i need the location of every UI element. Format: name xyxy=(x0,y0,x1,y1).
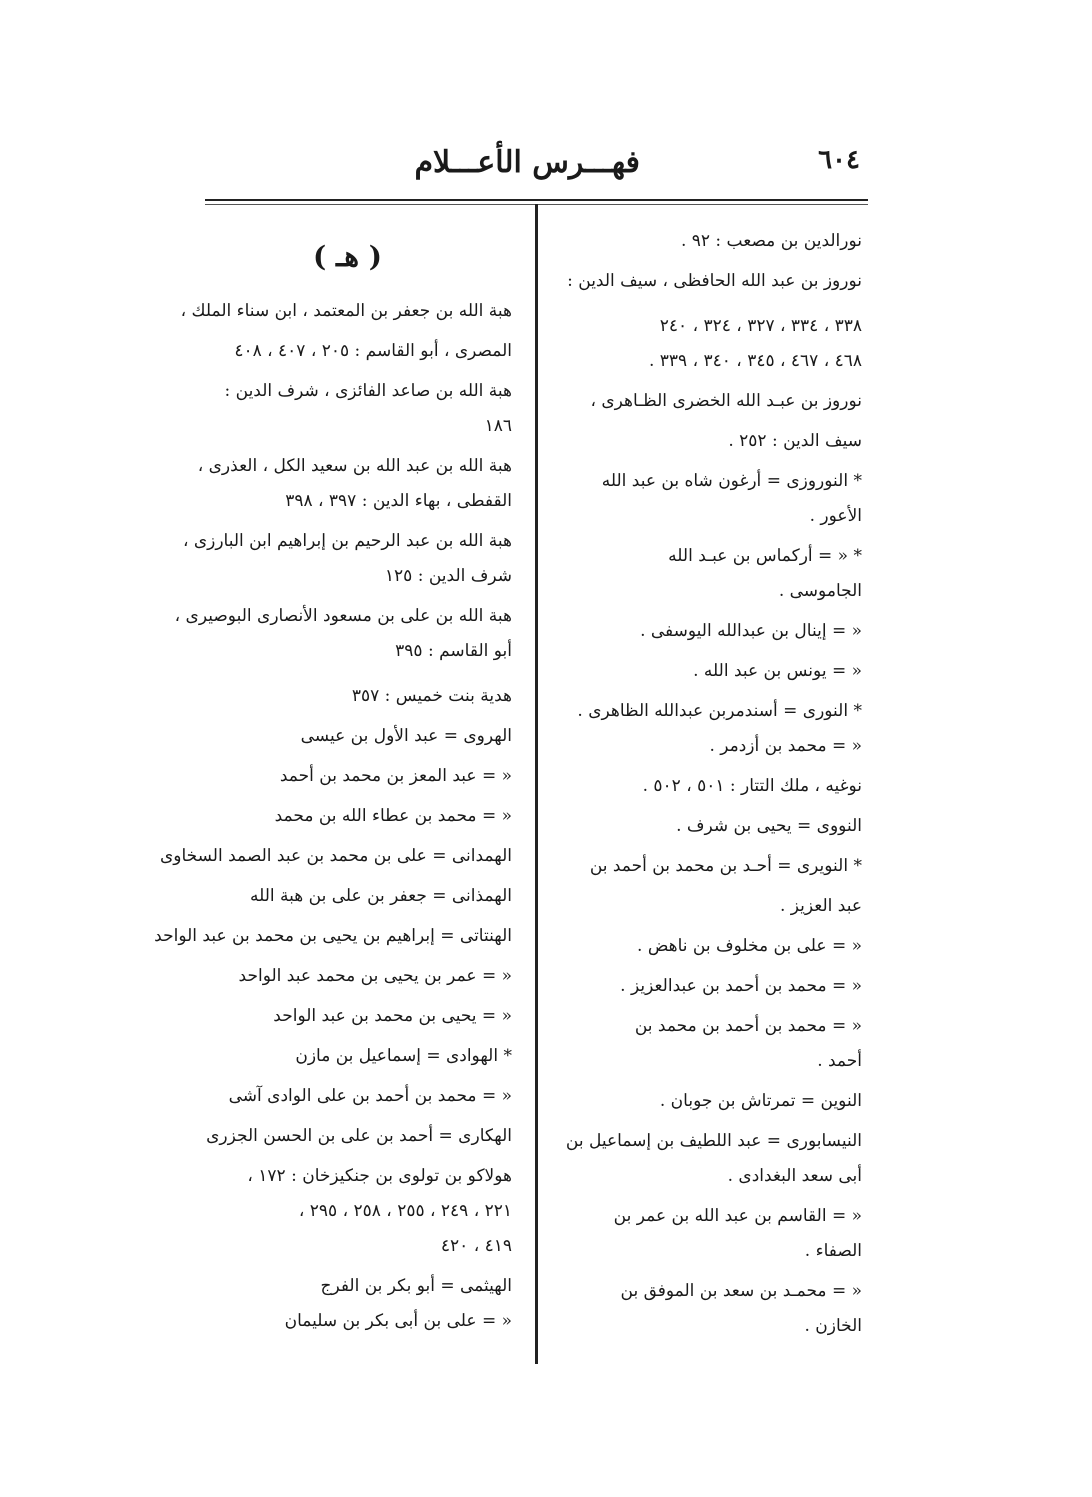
index-entry-line: * النورى = أسندمربن عبدالله الظاهرى . xyxy=(577,701,862,721)
running-title: فهـــرس الأعـــلام xyxy=(414,145,640,180)
index-entry-line: « = محمد بن عطاء الله بن محمد xyxy=(274,806,512,826)
index-entry-line: هولاكو بن تولوى بن جنكيزخان : ١٧٢ ، xyxy=(247,1166,512,1186)
index-entry-line: أبى سعد البغدادى . xyxy=(727,1166,862,1186)
index-entry-line: « = إينال بن عبدالله اليوسفى . xyxy=(640,621,862,641)
index-entry-line: أحمد . xyxy=(817,1051,862,1071)
index-entry-line: « = محمد بن أزدمر . xyxy=(709,736,862,756)
index-entry-line: الأعور . xyxy=(809,506,862,526)
index-entry-line: « = محمد بن أحمد بن محمد بن xyxy=(634,1016,862,1036)
index-entry-line: الهيثمى = أبو بكر بن الفرج xyxy=(320,1276,512,1296)
index-entry-line: نوروز بن عبـد الله الخضرى الظـاهرى ، xyxy=(590,391,862,411)
column-divider xyxy=(535,204,538,1364)
index-entry-line: « = القاسم بن عبد الله بن عمر بن xyxy=(613,1206,862,1226)
section-heading: ( هـ ) xyxy=(313,240,382,273)
index-entry-line: هبة الله بن على بن مسعود الأنصارى البوصيرى ، xyxy=(174,606,512,626)
index-entry-line: نوروز بن عبد الله الحافظى ، سيف الدين : xyxy=(567,271,862,291)
index-entry-line: عبد العزيز . xyxy=(779,896,862,916)
index-entry-line: « = محمد بن أحمد بن على الوادى آشى xyxy=(228,1086,512,1106)
index-entry-line: ٣٣٨ ، ٣٣٤ ، ٣٢٧ ، ٣٢٤ ، ٢٤٠ xyxy=(659,316,862,336)
index-entry-line: الجاموسى . xyxy=(778,581,862,601)
index-entry-line: الخازن . xyxy=(804,1316,862,1336)
page-number: ٦٠٤ xyxy=(818,145,860,175)
index-entry-line: المصرى ، أبو القاسم : ٢٠٥ ، ٤٠٧ ، ٤٠٨ xyxy=(234,341,512,361)
index-entry-line: هبة الله بن صاعد الفائزى ، شرف الدين : xyxy=(224,381,512,401)
index-entry-line: الهمذانى = جعفر بن على بن هبة الله xyxy=(249,886,512,906)
index-entry-line: هبة الله بن عبد الله بن سعيد الكل ، العذرى ، xyxy=(197,456,512,476)
index-entry-line: الهروى = عبد الأول بن عيسى xyxy=(300,726,512,746)
index-entry-line: سيف الدين : ٢٥٢ . xyxy=(728,431,862,451)
index-entry-line: * النوروزى = أرغون شاه بن عبد الله xyxy=(601,471,862,491)
index-entry-line: هبة الله بن عبد الرحيم بن إبراهيم ابن البارزى ، xyxy=(182,531,512,551)
index-entry-line: الهكارى = أحمد بن على بن الحسن الجزرى xyxy=(206,1126,512,1146)
index-entry-line: الصفاء . xyxy=(804,1241,862,1261)
index-entry-line: شرف الدين : ١٢٥ xyxy=(384,566,512,586)
index-entry-line: * النويرى = أحـد بن محمد بن أحمد بن xyxy=(589,856,862,876)
index-entry-line: « = على بن أبى بكر بن سليمان xyxy=(284,1311,512,1331)
index-entry-line: « = عمر بن يحيى بن محمد عبد الواحد xyxy=(238,966,512,986)
index-entry-line: الهنتاتى = إبراهيم بن يحيى بن محمد بن عبد الواحد xyxy=(154,926,512,946)
index-entry-line: * « = أركماس بن عبـد الله xyxy=(668,546,862,566)
index-entry-line: « = على بن مخلوف بن ناهض . xyxy=(637,936,862,956)
index-entry-line: « = محمـد بن سعد بن الموفق بن xyxy=(620,1281,862,1301)
index-entry-line: ٢٢١ ، ٢٤٩ ، ٢٥٥ ، ٢٥٨ ، ٢٩٥ ، xyxy=(298,1201,512,1221)
index-entry-line: * الهوادى = إسماعيل بن مازن xyxy=(295,1046,512,1066)
index-entry-line: النووى = يحيى بن شرف . xyxy=(676,816,862,836)
index-entry-line: « = محمد بن أحمد بن عبدالعزيز . xyxy=(620,976,862,996)
index-entry-line: النيسابورى = عبد اللطيف بن إسماعيل بن xyxy=(565,1131,862,1151)
index-entry-line: القفطى ، بهاء الدين : ٣٩٧ ، ٣٩٨ xyxy=(285,491,512,511)
index-entry-line: النوين = تمرتاش بن جوبان . xyxy=(659,1091,862,1111)
page-header xyxy=(205,145,870,189)
index-entry-line: نورالدين بن مصعب : ٩٢ . xyxy=(680,231,862,251)
index-entry-line: أبو القاسم : ٣٩٥ xyxy=(395,641,512,661)
index-entry-line: « = يونس بن عبد الله . xyxy=(693,661,862,681)
index-entry-line: الهمدانى = على بن محمد بن عبد الصمد السخاوى xyxy=(159,846,512,866)
index-entry-line: ٤٦٨ ، ٤٦٧ ، ٣٤٥ ، ٣٤٠ ، ٣٣٩ . xyxy=(648,351,862,371)
index-entry-line: هدية بنت خميس : ٣٥٧ xyxy=(351,686,512,706)
index-entry-line: ١٨٦ xyxy=(484,416,512,436)
index-entry-line: نوغيه ، ملك التتار : ٥٠١ ، ٥٠٢ . xyxy=(642,776,862,796)
index-entry-line: هبة الله بن جعفر بن المعتمد ، ابن سناء الملك ، xyxy=(180,301,512,321)
index-entry-line: ٤١٩ ، ٤٢٠ xyxy=(440,1236,512,1256)
index-entry-line: « = عبد المعز بن محمد بن أحمد xyxy=(279,766,512,786)
index-entry-line: « = يحيى بن محمد بن عبد الواحد xyxy=(273,1006,512,1026)
